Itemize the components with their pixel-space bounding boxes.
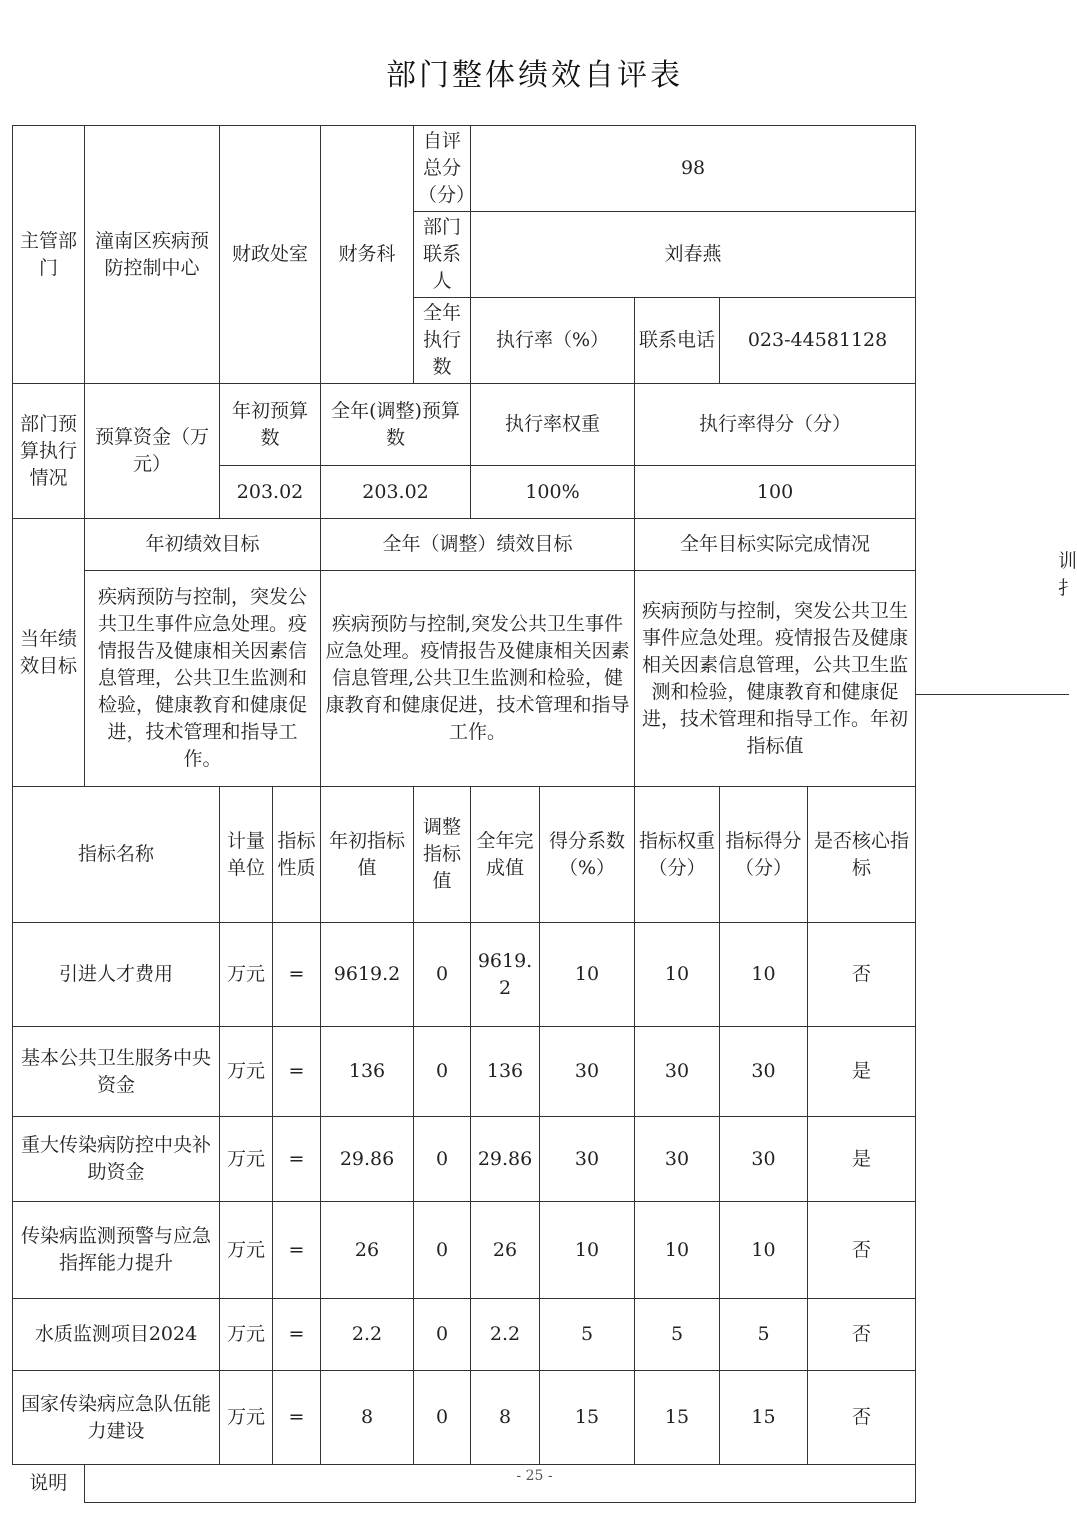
indicator-score: 10 bbox=[720, 1202, 808, 1299]
budget-score-value: 100 bbox=[635, 466, 916, 519]
performance-table bbox=[12, 125, 916, 1503]
col-header-score: 指标得分（分） bbox=[720, 787, 808, 923]
indicator-initial: 8 bbox=[321, 1371, 414, 1465]
indicator-adjusted: 0 bbox=[414, 1299, 471, 1371]
phone-value: 023-44581128 bbox=[720, 298, 916, 384]
contact-label: 部门联系人 bbox=[414, 212, 471, 298]
exec-rate-label: 执行率（%） bbox=[471, 298, 635, 384]
indicator-core: 是 bbox=[808, 1117, 916, 1202]
indicator-coef: 5 bbox=[540, 1299, 635, 1371]
indicator-name: 国家传染病应急队伍能力建设 bbox=[13, 1371, 220, 1465]
page-title: 部门整体绩效自评表 bbox=[386, 58, 683, 93]
goals-initial-text: 疾病预防与控制，突发公共卫生事件应急处理。疫情报告及健康相关因素信息管理，公共卫生监测和检验，健康教育和健康促进，技术管理和指导工作。 bbox=[85, 571, 321, 787]
indicator-actual: 8 bbox=[471, 1371, 540, 1465]
indicator-score: 15 bbox=[720, 1371, 808, 1465]
indicator-nature: = bbox=[273, 923, 321, 1027]
finance-section-label: 财务科 bbox=[321, 126, 414, 384]
finance-office-label: 财政处室 bbox=[220, 126, 321, 384]
executed-label: 全年执行数 bbox=[414, 298, 471, 384]
indicator-nature: = bbox=[273, 1027, 321, 1117]
clipped-side-text: 训 扌 bbox=[1058, 550, 1077, 599]
indicator-actual: 136 bbox=[471, 1027, 540, 1117]
indicator-adjusted: 0 bbox=[414, 1117, 471, 1202]
indicator-core: 否 bbox=[808, 1202, 916, 1299]
indicator-initial: 136 bbox=[321, 1027, 414, 1117]
indicator-actual: 9619.2 bbox=[471, 923, 540, 1027]
contact-name: 刘春燕 bbox=[471, 212, 916, 298]
indicator-coef: 10 bbox=[540, 1202, 635, 1299]
col-header-actual: 全年完成值 bbox=[471, 787, 540, 923]
indicator-actual: 2.2 bbox=[471, 1299, 540, 1371]
indicator-unit: 万元 bbox=[220, 1371, 273, 1465]
note-label: 说明 bbox=[13, 1465, 85, 1503]
phone-label: 联系电话 bbox=[635, 298, 720, 384]
budget-weight-value: 100% bbox=[471, 466, 635, 519]
goals-section-label: 当年绩效目标 bbox=[13, 519, 85, 787]
budget-weight-label: 执行率权重 bbox=[471, 384, 635, 466]
indicator-weight: 30 bbox=[635, 1027, 720, 1117]
indicator-core: 是 bbox=[808, 1027, 916, 1117]
indicator-initial: 29.86 bbox=[321, 1117, 414, 1202]
table-row bbox=[13, 1299, 916, 1371]
budget-funds-label: 预算资金（万元） bbox=[85, 384, 220, 519]
dept-label: 主管部门 bbox=[13, 126, 85, 384]
indicator-initial: 2.2 bbox=[321, 1299, 414, 1371]
col-header-coef: 得分系数（%） bbox=[540, 787, 635, 923]
table-row bbox=[13, 1117, 916, 1202]
col-header-unit: 计量单位 bbox=[220, 787, 273, 923]
col-header-nature: 指标性质 bbox=[273, 787, 321, 923]
note-left-border bbox=[12, 1372, 13, 1410]
indicator-initial: 9619.2 bbox=[321, 923, 414, 1027]
goals-adjusted-text: 疾病预防与控制,突发公共卫生事件应急处理。疫情报告及健康相关因素信息管理,公共卫生监测和检验，健康教育和健康促进，技术管理和指导工作。 bbox=[321, 571, 635, 787]
table-row bbox=[13, 1027, 916, 1117]
indicator-coef: 30 bbox=[540, 1027, 635, 1117]
budget-section-label: 部门预算执行情况 bbox=[13, 384, 85, 519]
col-header-adjusted: 调整指标值 bbox=[414, 787, 471, 923]
indicator-nature: = bbox=[273, 1117, 321, 1202]
indicator-coef: 15 bbox=[540, 1371, 635, 1465]
indicator-name: 重大传染病防控中央补助资金 bbox=[13, 1117, 220, 1202]
budget-adjusted-label: 全年(调整)预算数 bbox=[321, 384, 471, 466]
indicator-weight: 15 bbox=[635, 1371, 720, 1465]
indicator-name: 传染病监测预警与应急指挥能力提升 bbox=[13, 1202, 220, 1299]
col-header-weight: 指标权重（分） bbox=[635, 787, 720, 923]
indicator-adjusted: 0 bbox=[414, 1027, 471, 1117]
indicator-unit: 万元 bbox=[220, 1027, 273, 1117]
indicator-nature: = bbox=[273, 1202, 321, 1299]
indicator-score: 10 bbox=[720, 923, 808, 1027]
budget-initial-label: 年初预算数 bbox=[220, 384, 321, 466]
score-label: 自评总分（分） bbox=[414, 126, 471, 212]
indicator-weight: 10 bbox=[635, 923, 720, 1027]
indicator-adjusted: 0 bbox=[414, 1202, 471, 1299]
goals-initial-header: 年初绩效目标 bbox=[85, 519, 321, 571]
indicator-unit: 万元 bbox=[220, 1202, 273, 1299]
indicator-name: 水质监测项目2024 bbox=[13, 1299, 220, 1371]
indicator-actual: 26 bbox=[471, 1202, 540, 1299]
indicator-coef: 10 bbox=[540, 923, 635, 1027]
indicator-adjusted: 0 bbox=[414, 1371, 471, 1465]
indicator-weight: 30 bbox=[635, 1117, 720, 1202]
indicator-score: 30 bbox=[720, 1117, 808, 1202]
table-extension-line bbox=[915, 694, 1069, 695]
budget-initial-value: 203.02 bbox=[220, 466, 321, 519]
table-row bbox=[13, 923, 916, 1027]
page-number: - 25 - bbox=[516, 1468, 553, 1484]
indicator-nature: = bbox=[273, 1371, 321, 1465]
indicator-coef: 30 bbox=[540, 1117, 635, 1202]
indicator-core: 否 bbox=[808, 1299, 916, 1371]
indicator-score: 30 bbox=[720, 1027, 808, 1117]
indicator-weight: 10 bbox=[635, 1202, 720, 1299]
indicator-weight: 5 bbox=[635, 1299, 720, 1371]
indicator-score: 5 bbox=[720, 1299, 808, 1371]
indicator-core: 否 bbox=[808, 923, 916, 1027]
indicator-adjusted: 0 bbox=[414, 923, 471, 1027]
dept-name: 潼南区疾病预防控制中心 bbox=[85, 126, 220, 384]
budget-score-label: 执行率得分（分） bbox=[635, 384, 916, 466]
score-value: 98 bbox=[471, 126, 916, 212]
indicator-unit: 万元 bbox=[220, 1117, 273, 1202]
table-row bbox=[13, 1371, 916, 1465]
table-row bbox=[13, 1202, 916, 1299]
indicator-unit: 万元 bbox=[220, 923, 273, 1027]
indicator-nature: = bbox=[273, 1299, 321, 1371]
indicator-actual: 29.86 bbox=[471, 1117, 540, 1202]
indicator-name: 基本公共卫生服务中央资金 bbox=[13, 1027, 220, 1117]
indicator-core: 否 bbox=[808, 1371, 916, 1465]
indicator-name: 引进人才费用 bbox=[13, 923, 220, 1027]
goals-adjusted-header: 全年（调整）绩效目标 bbox=[321, 519, 635, 571]
col-header-initial: 年初指标值 bbox=[321, 787, 414, 923]
indicator-unit: 万元 bbox=[220, 1299, 273, 1371]
col-header-core: 是否核心指标 bbox=[808, 787, 916, 923]
budget-adjusted-value: 203.02 bbox=[321, 466, 471, 519]
goals-actual-header: 全年目标实际完成情况 bbox=[635, 519, 916, 571]
goals-actual-text: 疾病预防与控制，突发公共卫生事件应急处理。疫情报告及健康相关因素信息管理，公共卫生监测和检验，健康教育和健康促进，技术管理和指导工作。年初指标值 bbox=[635, 571, 916, 787]
col-header-name: 指标名称 bbox=[13, 787, 220, 923]
indicator-initial: 26 bbox=[321, 1202, 414, 1299]
